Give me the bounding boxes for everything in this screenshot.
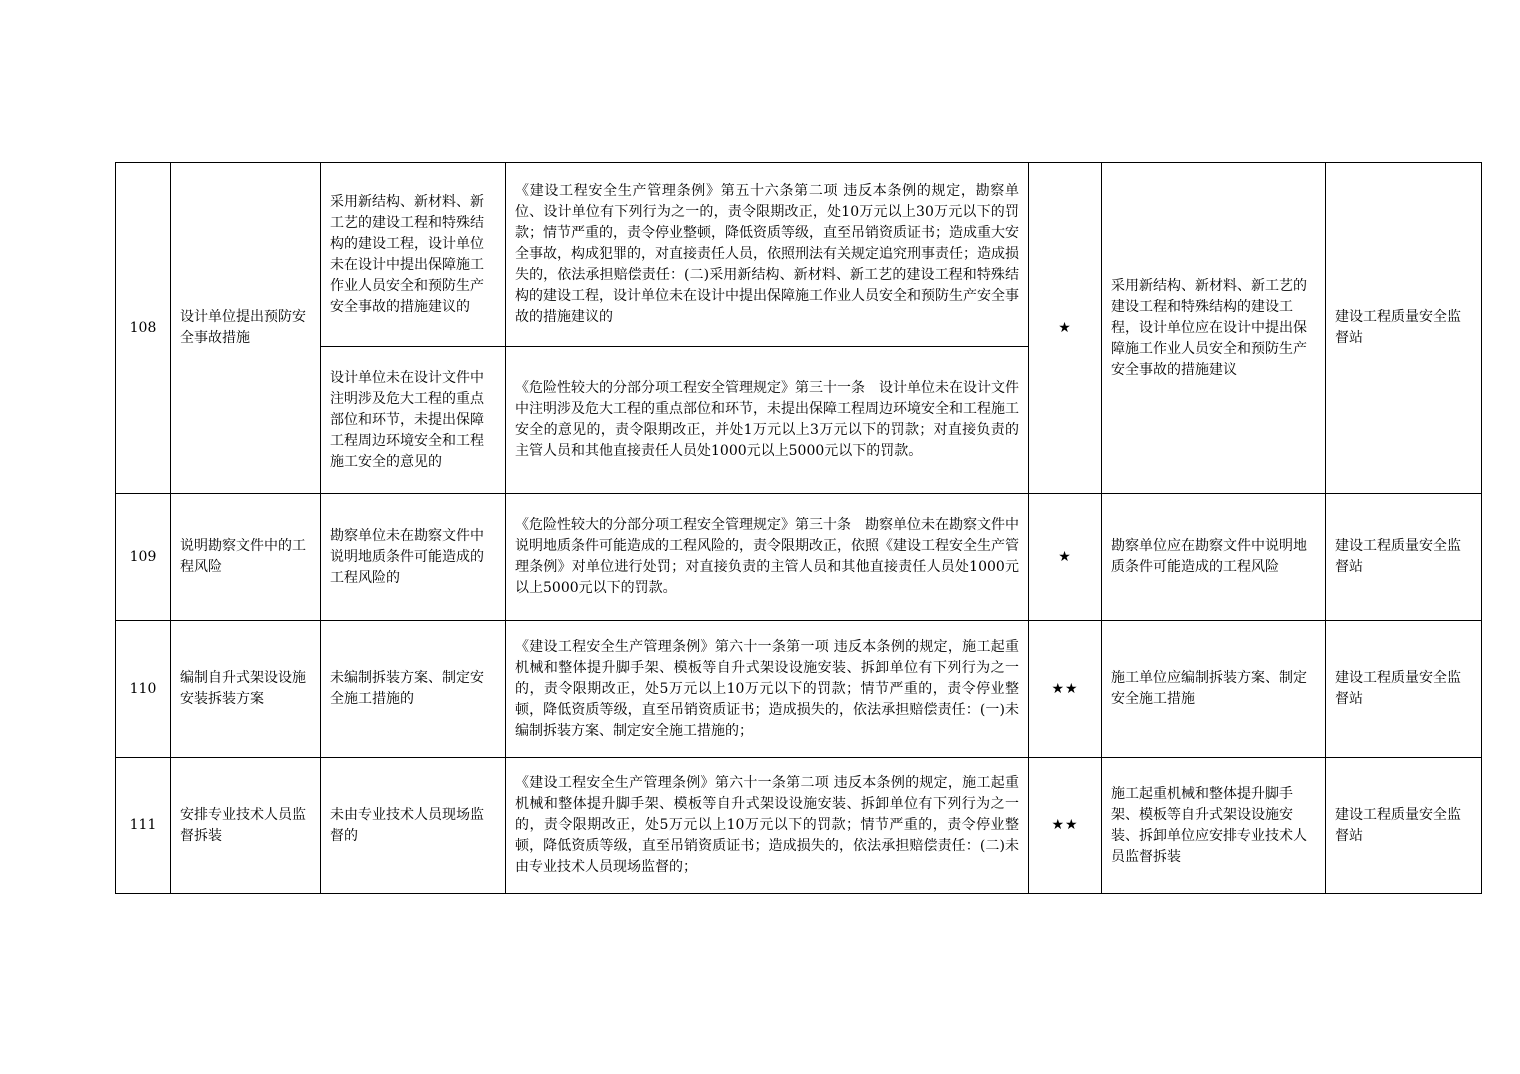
requirement: 勘察单位应在勘察文件中说明地质条件可能造成的工程风险 — [1102, 494, 1326, 621]
item-number: 108 — [116, 163, 171, 494]
legal-basis: 《建设工程安全生产管理条例》第五十六条第二项 违反本条例的规定，勘察单位、设计单位有下列行为之一的，责令限期改正，处10万元以上30万元以下的罚款；情节严重的，责令停业整顿，降低资质等级，直至吊销资质证书；造成重大安全事故，构成犯罪的，对直接责任人员，依照刑法有关规定追究刑事责任；造成损失的，依法承担赔偿责任：(二)采用新结构、新材料、新工艺的建设工程和特殊结构的建设工程，设计单位未在设计中提出保障施工作业人员安全和预防生产安全事故的措施建议的 — [506, 163, 1029, 347]
violation-behavior: 勘察单位未在勘察文件中说明地质条件可能造成的工程风险的 — [321, 494, 506, 621]
item-name: 设计单位提出预防安全事故措施 — [171, 163, 321, 494]
responsible-department: 建设工程质量安全监督站 — [1326, 494, 1482, 621]
severity-stars: ★★ — [1029, 758, 1102, 894]
violation-behavior: 未由专业技术人员现场监督的 — [321, 758, 506, 894]
table-row-110 — [116, 621, 1482, 758]
table-row-109 — [116, 494, 1482, 621]
requirement: 施工起重机械和整体提升脚手架、模板等自升式架设设施安装、拆卸单位应安排专业技术人员监督拆装 — [1102, 758, 1326, 894]
responsible-department: 建设工程质量安全监督站 — [1326, 758, 1482, 894]
table-row-108 — [116, 163, 1482, 347]
item-number: 111 — [116, 758, 171, 894]
item-name: 编制自升式架设设施安装拆装方案 — [171, 621, 321, 758]
regulation-table — [115, 162, 1482, 894]
requirement: 采用新结构、新材料、新工艺的建设工程和特殊结构的建设工程，设计单位应在设计中提出保障施工作业人员安全和预防生产安全事故的措施建议 — [1102, 163, 1326, 494]
responsible-department: 建设工程质量安全监督站 — [1326, 163, 1482, 494]
severity-stars: ★ — [1029, 163, 1102, 494]
requirement: 施工单位应编制拆装方案、制定安全施工措施 — [1102, 621, 1326, 758]
violation-behavior: 未编制拆装方案、制定安全施工措施的 — [321, 621, 506, 758]
violation-behavior: 设计单位未在设计文件中注明涉及危大工程的重点部位和环节，未提出保障工程周边环境安全和工程施工安全的意见的 — [321, 347, 506, 494]
severity-stars: ★★ — [1029, 621, 1102, 758]
severity-stars: ★ — [1029, 494, 1102, 621]
item-name: 安排专业技术人员监督拆装 — [171, 758, 321, 894]
legal-basis: 《建设工程安全生产管理条例》第六十一条第二项 违反本条例的规定，施工起重机械和整体提升脚手架、模板等自升式架设设施安装、拆卸单位有下列行为之一的，责令限期改正，处5万元以上10万元以下的罚款；情节严重的，责令停业整顿，降低资质等级，直至吊销资质证书；造成损失的，依法承担赔偿责任：(二)未由专业技术人员现场监督的； — [506, 758, 1029, 894]
item-number: 110 — [116, 621, 171, 758]
item-number: 109 — [116, 494, 171, 621]
violation-behavior: 采用新结构、新材料、新工艺的建设工程和特殊结构的建设工程，设计单位未在设计中提出保障施工作业人员安全和预防生产安全事故的措施建议的 — [321, 163, 506, 347]
legal-basis: 《建设工程安全生产管理条例》第六十一条第一项 违反本条例的规定，施工起重机械和整体提升脚手架、模板等自升式架设设施安装、拆卸单位有下列行为之一的，责令限期改正，处5万元以上10万元以下的罚款；情节严重的，责令停业整顿，降低资质等级，直至吊销资质证书；造成损失的，依法承担赔偿责任：(一)未编制拆装方案、制定安全施工措施的； — [506, 621, 1029, 758]
legal-basis: 《危险性较大的分部分项工程安全管理规定》第三十一条 设计单位未在设计文件中注明涉及危大工程的重点部位和环节，未提出保障工程周边环境安全和工程施工安全的意见的，责令限期改正，并处1万元以上3万元以下的罚款；对直接负责的主管人员和其他直接责任人员处1000元以上5000元以下的罚款。 — [506, 347, 1029, 494]
responsible-department: 建设工程质量安全监督站 — [1326, 621, 1482, 758]
table-row-111 — [116, 758, 1482, 894]
item-name: 说明勘察文件中的工程风险 — [171, 494, 321, 621]
legal-basis: 《危险性较大的分部分项工程安全管理规定》第三十条 勘察单位未在勘察文件中说明地质条件可能造成的工程风险的，责令限期改正，依照《建设工程安全生产管理条例》对单位进行处罚；对直接负责的主管人员和其他直接责任人员处1000元以上5000元以下的罚款。 — [506, 494, 1029, 621]
